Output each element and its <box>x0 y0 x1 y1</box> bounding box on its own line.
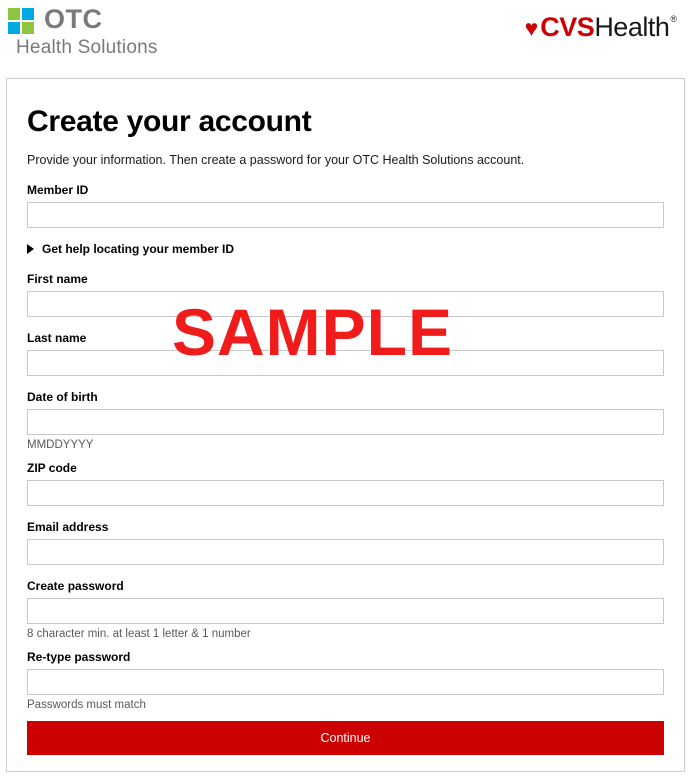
zip-code-input[interactable] <box>27 480 664 506</box>
create-account-card <box>6 78 685 772</box>
create-password-label: Create password <box>27 579 124 593</box>
date-of-birth-helper: MMDDYYYY <box>27 439 94 451</box>
sample-watermark-text: SAMPLE <box>172 295 454 369</box>
zip-code-label: ZIP code <box>27 461 77 475</box>
create-password-helper: 8 character min. at least 1 letter & 1 number <box>27 628 251 640</box>
date-of-birth-label: Date of birth <box>27 390 98 404</box>
last-name-input[interactable] <box>27 350 664 376</box>
otc-logo-primary-text: OTC <box>44 4 103 34</box>
member-id-help-label: Get help locating your member ID <box>42 242 235 256</box>
email-address-label: Email address <box>27 520 109 534</box>
last-name-label: Last name <box>27 331 87 345</box>
date-of-birth-input[interactable] <box>27 409 664 435</box>
site-header <box>0 0 691 78</box>
otc-four-square-logo-icon <box>8 8 36 36</box>
first-name-input[interactable] <box>27 291 664 317</box>
otc-health-solutions-logo <box>8 6 208 66</box>
cvs-logo-health-text: Health <box>594 12 670 42</box>
cvs-health-logo <box>525 14 677 41</box>
otc-logo-secondary-text: Health Solutions <box>16 37 158 58</box>
member-id-label: Member ID <box>27 183 89 197</box>
retype-password-label: Re-type password <box>27 650 131 664</box>
retype-password-input[interactable] <box>27 669 664 695</box>
cvs-logo-cvs-text: CVS <box>540 12 595 42</box>
retype-password-helper: Passwords must match <box>27 699 146 711</box>
create-password-input[interactable] <box>27 598 664 624</box>
continue-button[interactable]: Continue <box>27 721 664 755</box>
email-address-input[interactable] <box>27 539 664 565</box>
page-title: Create your account <box>27 105 312 138</box>
member-id-input[interactable] <box>27 202 664 228</box>
intro-text: Provide your information. Then create a password for your OTC Health Solutions account. <box>27 153 525 167</box>
member-id-help-disclosure[interactable] <box>27 242 234 256</box>
registered-trademark-icon: ® <box>670 14 677 24</box>
first-name-label: First name <box>27 272 88 286</box>
heart-icon: ♥ <box>524 15 539 41</box>
chevron-right-icon <box>27 244 34 254</box>
